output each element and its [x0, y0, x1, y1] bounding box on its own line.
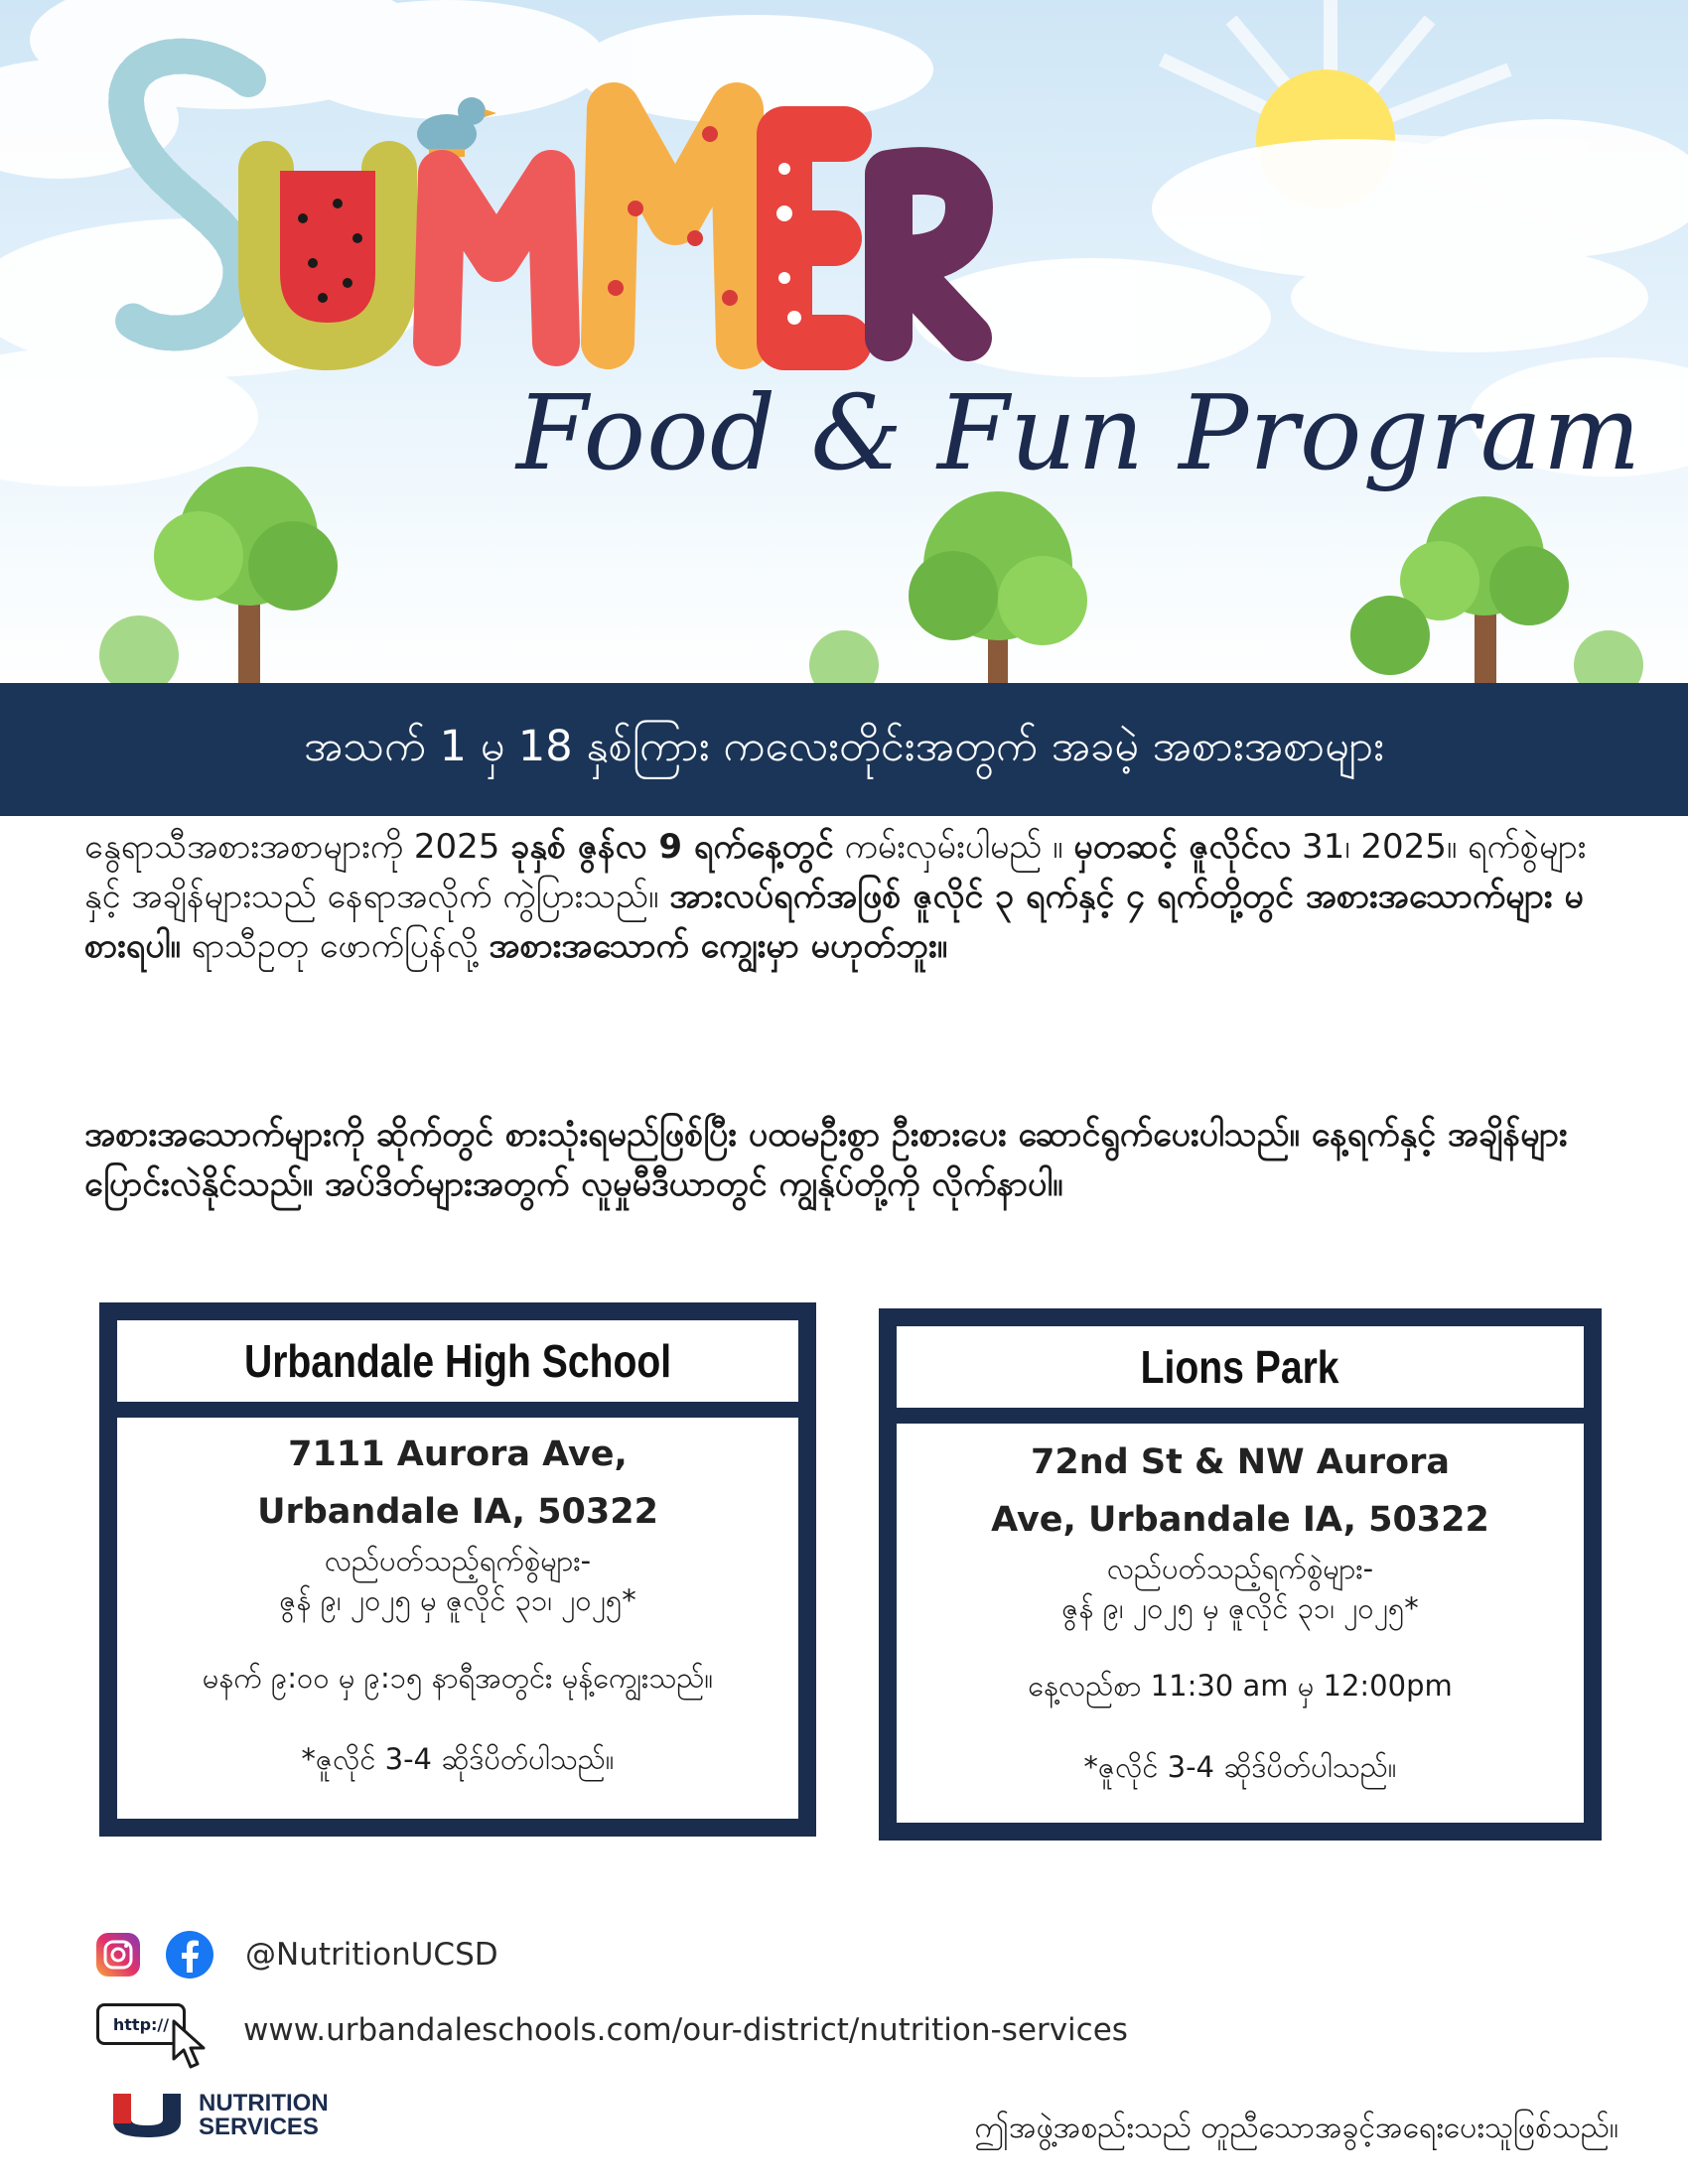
intro-start-date: ခုနှစ် ဇွန်လ 9 ရက်နေ့တွင် — [510, 827, 834, 867]
site-card-lions-park — [879, 1308, 1602, 1841]
site-card-body — [117, 1418, 798, 1819]
logo-line1: NUTRITION — [199, 2090, 329, 2116]
site-card-urbandale-high — [99, 1302, 816, 1837]
facebook-icon[interactable] — [164, 1929, 215, 1980]
site-card-header — [897, 1326, 1584, 1408]
cursor-icon — [94, 1995, 204, 2065]
logo-line2: SERVICES — [199, 2114, 319, 2140]
weather-notice: အစားအသောက် ကျွေးမှာ မဟုတ်ဘူး။ — [489, 926, 947, 966]
site-time: မနက် ၉:၀၀ မှ ၉:၁၅ နာရီအတွင်း မုန့်ကျွေးသည်။ — [202, 1661, 714, 1695]
site-card-header — [117, 1320, 798, 1402]
title-letter-m1 — [437, 174, 556, 342]
title-letter-e — [776, 134, 844, 342]
social-row — [94, 1929, 498, 1980]
tree-icon — [99, 467, 1643, 695]
intro-text: ကမ်းလှမ်းပါမည် ။ — [833, 827, 1074, 867]
site-note: *ဇူလိုင် 3-4 ဆိုဒ်ပိတ်ပါသည်။ — [301, 1742, 615, 1776]
nutrition-services-logo — [109, 2090, 185, 2143]
intro-end-label: မှတဆင့် ဇူလိုင်လ — [1073, 827, 1292, 867]
intro-text: 31၊ 2025။ ရက်စွဲများနှင့် အချိန်များသည် နေရာအလိုက် ကွဲပြားသည်။ — [84, 827, 1587, 916]
title-letter-u — [266, 169, 389, 342]
title-letter-m2 — [608, 109, 743, 342]
site-dates: ဇွန် ၉၊ ၂၀၂၅ မှ ဇူလိုင် ၃၁၊ ၂၀၂၅* — [279, 1583, 636, 1617]
site-name: Lions Park — [1141, 1341, 1339, 1393]
age-banner — [0, 683, 1688, 816]
site-address-line2: Ave, Urbandale IA, 50322 — [991, 1500, 1489, 1540]
site-address-line1: 72nd St & NW Aurora — [1031, 1442, 1450, 1482]
url-badge: http:// — [96, 2003, 186, 2045]
intro-text: ရာသီဥတု ဖောက်ပြန်လို့ — [180, 926, 490, 966]
intro-paragraph — [84, 822, 1604, 971]
logo-u-icon — [109, 2090, 185, 2139]
site-name: Urbandale High School — [243, 1335, 672, 1387]
site-dates: ဇွန် ၉၊ ၂၀၂၅ မှ ဇူလိုင် ၃၁၊ ၂၀၂၅* — [1061, 1591, 1419, 1625]
hero-illustration — [0, 0, 1688, 695]
title-letter-r — [889, 171, 969, 338]
site-note: *ဇူလိုင် 3-4 ဆိုဒ်ပိတ်ပါသည်။ — [1083, 1750, 1397, 1784]
onsite-paragraph: အစားအသောက်များကို ဆိုက်တွင် စားသုံးရမည်ဖြစ်ပြီး ပထမဦးစွာ ဦးစားပေး ဆောင်ရွက်ပေးပါသည်။ နေ့ရက်နှင့် အချိန်များ ပြောင်းလဲနိုင်သည်။ အပ်ဒိတ်များအတွက် လူမှုမီဒီယာတွင် ကျွန်ုပ်တို့ကို လိုက်နာပါ။ — [84, 1115, 1568, 1204]
site-address-line1: 7111 Aurora Ave, — [288, 1434, 628, 1474]
site-time: နေ့လည်စာ 11:30 am မှ 12:00pm — [1028, 1669, 1453, 1703]
social-handle[interactable]: @NutritionUCSD — [245, 1937, 498, 1973]
website-row — [94, 1995, 1128, 2065]
age-banner-text: အသက် 1 မှ 18 နှစ်ကြား ကလေးတိုင်းအတွက် အခမဲ့ အစားအစာများ — [303, 721, 1385, 771]
logo-text — [199, 2092, 329, 2139]
site-dates-label: လည်ပတ်သည့်ရက်စွဲများ- — [324, 1544, 592, 1577]
equal-opportunity-statement: ဤအဖွဲ့အစည်းသည် တူညီသောအခွင့်အရေးပေးသူဖြစ်သည်။ — [974, 2111, 1618, 2145]
site-card-body — [897, 1424, 1584, 1823]
website-link[interactable]: www.urbandaleschools.com/our-district/nutrition-services — [243, 2012, 1128, 2048]
hero-header — [0, 0, 1688, 695]
program-subtitle: Food & Fun Program — [516, 372, 1642, 493]
site-dates-label: လည်ပတ်သည့်ရက်စွဲများ- — [1106, 1552, 1374, 1585]
intro-text: နွေရာသီအစားအစာများကို 2025 — [84, 827, 511, 867]
site-address-line2: Urbandale IA, 50322 — [257, 1492, 658, 1532]
holiday-notice: အားလပ်ရက်အဖြစ် ဇူလိုင် ၃ ရက်နှင့် ၄ ရက်တို့တွင် အစားအသောက်များ မစားရပါ။ — [84, 877, 1584, 966]
instagram-icon[interactable] — [94, 1931, 142, 1979]
